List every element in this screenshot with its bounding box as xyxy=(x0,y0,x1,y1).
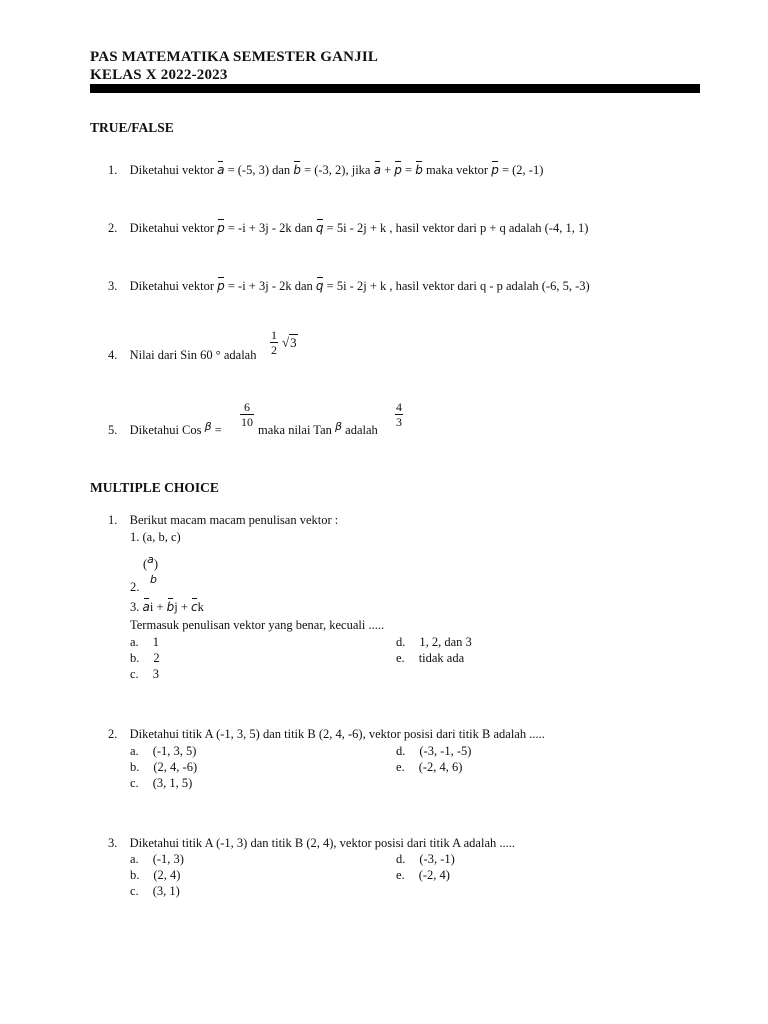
option-value: 3 xyxy=(152,667,159,681)
paren-close: ) xyxy=(153,557,159,571)
option-value: (3, 1) xyxy=(152,884,180,898)
option-value: (-2, 4) xyxy=(418,868,450,882)
fraction-numerator: 4 xyxy=(396,400,402,414)
tf-item-2 xyxy=(108,219,588,236)
component-a: a xyxy=(147,553,154,566)
vector-p-symbol: p xyxy=(491,163,499,177)
item-number: 2. xyxy=(108,221,118,235)
fraction-four-thirds xyxy=(395,400,403,429)
notation-number: 3. xyxy=(130,600,140,614)
option-c[interactable] xyxy=(130,667,159,682)
option-value: (-2, 4, 6) xyxy=(418,760,463,774)
unit-k: k xyxy=(197,600,204,614)
section-title-multiple-choice: MULTIPLE CHOICE xyxy=(90,480,219,495)
unit-j: j + xyxy=(174,600,188,614)
fraction-one-half xyxy=(270,328,278,357)
mc-q1-notation-2-top xyxy=(143,553,158,572)
option-a[interactable] xyxy=(130,852,184,867)
fraction-denominator: 2 xyxy=(271,343,277,357)
option-letter: e. xyxy=(396,868,405,882)
mc-q1-stem xyxy=(108,513,338,528)
mc-q1-notation-2-bottom: b xyxy=(150,573,157,586)
item-number: 3. xyxy=(108,836,118,850)
radical-sign: √ xyxy=(282,334,290,350)
vector-b-symbol: b xyxy=(293,163,301,177)
question-text: Diketahui titik A (-1, 3, 5) dan titik B (2, 4, -6), vektor posisi dari titik B adalah ..... xyxy=(129,727,545,741)
option-letter: b. xyxy=(130,868,140,882)
fraction-denominator: 3 xyxy=(396,415,402,429)
item-text: maka vektor xyxy=(425,163,489,177)
item-text: = xyxy=(214,423,222,437)
vector-a-symbol: a xyxy=(142,600,150,614)
option-b[interactable] xyxy=(130,651,160,666)
item-number: 5. xyxy=(108,423,118,437)
exam-title: PAS MATEMATIKA SEMESTER GANJIL xyxy=(90,49,379,65)
option-d[interactable] xyxy=(396,635,472,650)
item-text: = xyxy=(405,163,413,177)
question-text: Berikut macam macam penulisan vektor : xyxy=(129,513,339,527)
option-value: (-3, -1) xyxy=(419,852,455,866)
vector-q-symbol: q xyxy=(315,279,324,293)
unit-i: i + xyxy=(149,600,164,614)
option-value: (3, 1, 5) xyxy=(152,776,193,790)
tf-item-5-tail xyxy=(258,420,378,438)
paren-open: ( xyxy=(143,557,148,571)
option-letter: e. xyxy=(396,760,405,774)
item-text: adalah xyxy=(345,423,378,437)
vector-c-symbol: c xyxy=(191,600,198,614)
section-title-true-false: TRUE/FALSE xyxy=(90,120,174,135)
item-number: 1. xyxy=(108,163,118,177)
vector-p-symbol: p xyxy=(217,221,225,235)
item-text: Diketahui vektor xyxy=(129,221,214,235)
option-value: (2, 4) xyxy=(153,868,181,882)
option-value: (-3, -1, -5) xyxy=(419,744,472,758)
item-text: = (2, -1) xyxy=(501,163,544,177)
option-value: 1, 2, dan 3 xyxy=(419,635,472,649)
option-e[interactable] xyxy=(396,760,462,775)
question-text: Diketahui titik A (-1, 3) dan titik B (2, 4), vektor posisi dari titik A adalah ..... xyxy=(129,836,515,850)
radicand: 3 xyxy=(290,334,297,350)
option-letter: b. xyxy=(130,651,140,665)
fraction-denominator: 10 xyxy=(241,415,253,429)
item-text: = (-5, 3) dan xyxy=(227,163,291,177)
mc-q1-notation-3 xyxy=(130,598,204,615)
option-c[interactable] xyxy=(130,776,192,791)
item-text: = -i + 3j - 2k dan xyxy=(227,279,313,293)
option-e[interactable] xyxy=(396,868,450,883)
option-value: tidak ada xyxy=(418,651,465,665)
option-d[interactable] xyxy=(396,852,455,867)
option-value: (-1, 3) xyxy=(152,852,184,866)
option-a[interactable] xyxy=(130,635,159,650)
option-a[interactable] xyxy=(130,744,196,759)
option-letter: c. xyxy=(130,884,139,898)
option-letter: d. xyxy=(396,744,406,758)
item-number: 2. xyxy=(108,727,118,741)
option-value: 1 xyxy=(152,635,159,649)
option-b[interactable] xyxy=(130,760,197,775)
fraction-numerator: 6 xyxy=(240,400,254,415)
tf-item-5 xyxy=(108,420,222,438)
vector-a-symbol: a xyxy=(217,163,225,177)
item-text: maka nilai Tan xyxy=(258,423,332,437)
option-letter: c. xyxy=(130,776,139,790)
mc-q2-stem xyxy=(108,727,545,742)
item-text: Diketahui vektor xyxy=(129,279,214,293)
header-rule xyxy=(90,84,700,93)
option-value: 2 xyxy=(153,651,160,665)
vector-a-symbol: a xyxy=(373,163,381,177)
vector-q-symbol: q xyxy=(315,221,324,235)
option-letter: a. xyxy=(130,744,139,758)
tf-item-4-expression xyxy=(270,328,298,357)
option-letter: a. xyxy=(130,852,139,866)
option-letter: b. xyxy=(130,760,140,774)
item-text: = 5i - 2j + k , hasil vektor dari p + q adalah (-4, 1, 1) xyxy=(326,221,589,235)
option-e[interactable] xyxy=(396,651,464,666)
vector-b-symbol: b xyxy=(166,600,175,614)
square-root xyxy=(282,334,298,350)
vector-p-symbol: p xyxy=(217,279,225,293)
item-text: = 5i - 2j + k , hasil vektor dari q - p adalah (-6, 5, -3) xyxy=(326,279,590,293)
option-c[interactable] xyxy=(130,884,180,899)
beta-symbol: β xyxy=(204,420,212,433)
option-letter: c. xyxy=(130,667,139,681)
item-text: Nilai dari Sin 60 ° adalah xyxy=(129,348,257,362)
mc-q1-question: Termasuk penulisan vektor yang benar, kecuali ..... xyxy=(130,618,385,632)
option-letter: e. xyxy=(396,651,405,665)
beta-symbol: β xyxy=(335,420,343,433)
tf-item-1 xyxy=(108,161,543,178)
vector-b-symbol: b xyxy=(415,163,423,177)
item-text: = -i + 3j - 2k dan xyxy=(227,221,313,235)
option-letter: d. xyxy=(396,635,406,649)
vector-p-symbol: p xyxy=(394,163,402,177)
item-text: = (-3, 2), jika xyxy=(304,163,371,177)
fraction-six-tenths xyxy=(240,400,254,429)
option-letter: d. xyxy=(396,852,406,866)
item-number: 1. xyxy=(108,513,118,527)
mc-q3-stem xyxy=(108,836,515,851)
item-text: + xyxy=(384,163,392,177)
item-number: 4. xyxy=(108,348,118,362)
exam-class-year: KELAS X 2022-2023 xyxy=(90,67,228,83)
option-value: (-1, 3, 5) xyxy=(152,744,197,758)
tf-item-4 xyxy=(108,348,256,363)
item-number: 3. xyxy=(108,279,118,293)
tf-item-3 xyxy=(108,277,590,294)
option-d[interactable] xyxy=(396,744,471,759)
fraction-numerator: 1 xyxy=(271,328,277,342)
option-letter: a. xyxy=(130,635,139,649)
option-value: (2, 4, -6) xyxy=(153,760,198,774)
option-b[interactable] xyxy=(130,868,180,883)
item-text: Diketahui vektor xyxy=(129,163,214,177)
mc-q1-notation-1: 1. (a, b, c) xyxy=(130,530,181,544)
mc-q1-notation-2-number: 2. xyxy=(130,580,140,594)
item-text: Diketahui Cos xyxy=(129,423,202,437)
